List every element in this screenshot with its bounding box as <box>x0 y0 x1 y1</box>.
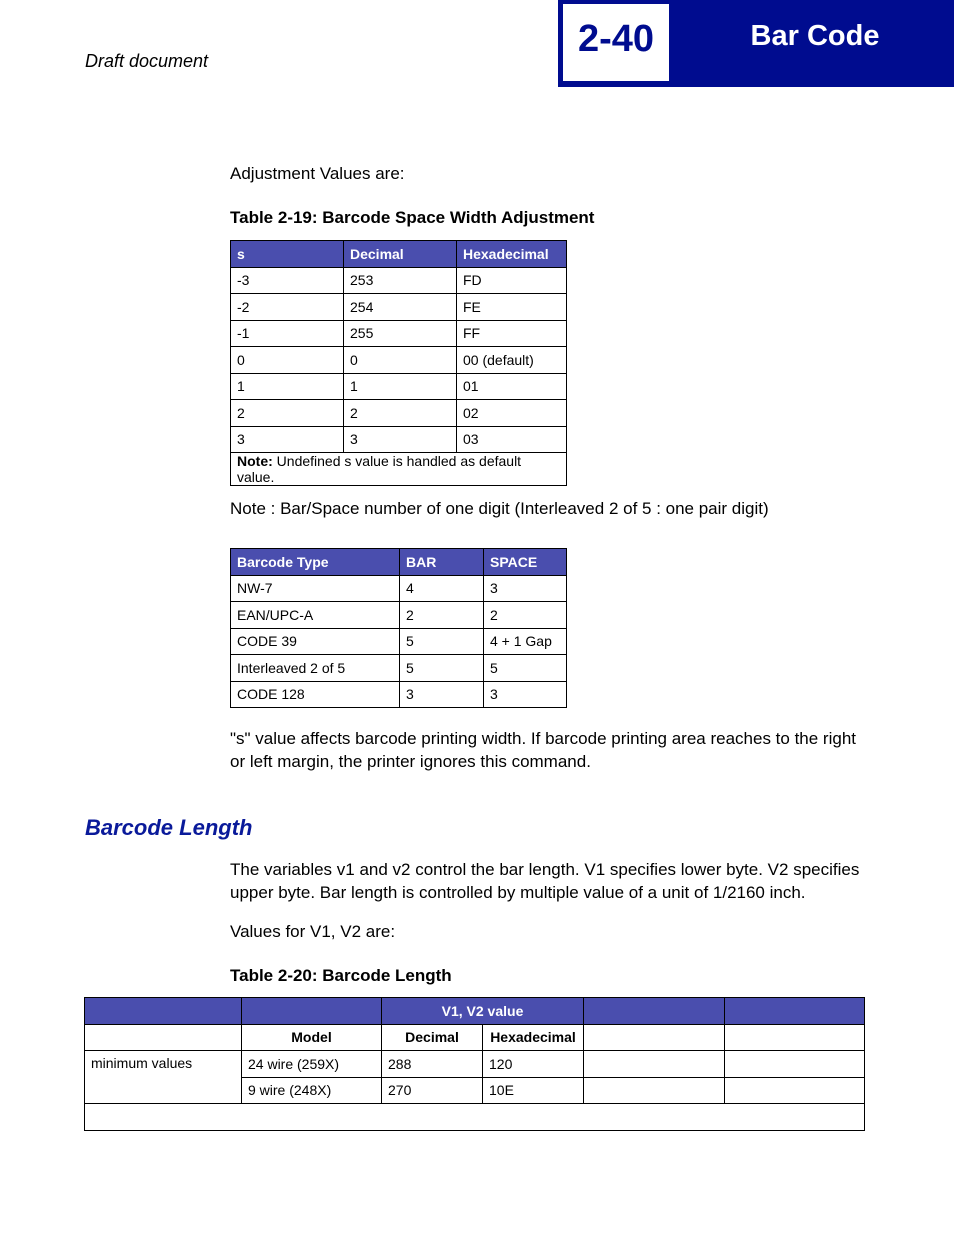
table-cell: 253 <box>344 267 457 294</box>
table-empty-row <box>85 1104 865 1131</box>
barcode-length-table <box>84 997 865 1131</box>
table-cell: 01 <box>457 373 567 400</box>
table-cell: 3 <box>231 426 344 453</box>
table-cell: FF <box>457 320 567 347</box>
table-row <box>85 1051 865 1078</box>
table-header-row <box>85 998 865 1025</box>
table-cell: 120 <box>483 1051 584 1078</box>
table-2-19-caption: Table 2-19: Barcode Space Width Adjustment <box>230 208 595 227</box>
table-cell: 5 <box>484 655 567 682</box>
table-cell: -2 <box>231 294 344 321</box>
group-header: V1, V2 value <box>382 998 584 1025</box>
table-row <box>231 628 567 655</box>
page-number: 2-40 <box>577 18 655 60</box>
table-cell <box>725 1077 865 1104</box>
column-header: s <box>231 241 344 268</box>
table-cell <box>725 1024 865 1051</box>
table-row <box>231 602 567 629</box>
table-subheader-row <box>85 1024 865 1051</box>
sub-header: Model <box>242 1024 382 1051</box>
table-cell: 2 <box>400 602 484 629</box>
column-header: Decimal <box>344 241 457 268</box>
length-text: The variables v1 and v2 control the bar length. V1 specifies lower byte. V2 specifies upper byte. Bar length is controlled by multiple value of a unit of 1/2160 inch. <box>230 860 860 902</box>
table-cell <box>584 1077 725 1104</box>
column-header: Hexadecimal <box>457 241 567 268</box>
values-intro: Values for V1, V2 are: <box>230 922 396 941</box>
table-cell: 1 <box>344 373 457 400</box>
column-header <box>242 998 382 1025</box>
draft-label: Draft document <box>85 51 209 71</box>
table-cell: 4 <box>400 575 484 602</box>
table-row <box>231 681 567 708</box>
sub-header: Decimal <box>382 1024 483 1051</box>
table-cell: 288 <box>382 1051 483 1078</box>
column-header: BAR <box>400 549 484 576</box>
table-cell <box>85 1024 242 1051</box>
space-width-table <box>230 240 567 486</box>
table-header-row <box>231 241 567 268</box>
chapter-title: Bar Code <box>750 20 880 52</box>
table-cell: 2 <box>484 602 567 629</box>
table-cell: 1 <box>231 373 344 400</box>
table-cell: 9 wire (248X) <box>242 1077 382 1104</box>
table-cell <box>85 1104 865 1131</box>
table-cell: 02 <box>457 400 567 427</box>
table-cell: EAN/UPC-A <box>231 602 400 629</box>
table-cell: -3 <box>231 267 344 294</box>
table-cell: NW-7 <box>231 575 400 602</box>
table-cell: FD <box>457 267 567 294</box>
column-header <box>725 998 865 1025</box>
table-row <box>231 320 567 347</box>
note-text: Undefined s value is handled as default value. <box>237 453 522 485</box>
row-label: minimum values <box>85 1051 242 1104</box>
s-value-text: "s" value affects barcode printing width. If barcode printing area reaches to the right or left margin, the printer ignores this command. <box>230 729 857 771</box>
intro-text: Adjustment Values are: <box>230 164 405 183</box>
table-cell: 2 <box>231 400 344 427</box>
table-cell: 255 <box>344 320 457 347</box>
table-cell: 5 <box>400 628 484 655</box>
bar-space-note: Note : Bar/Space number of one digit (Interleaved 2 of 5 : one pair digit) <box>230 499 769 518</box>
table-cell: 24 wire (259X) <box>242 1051 382 1078</box>
table-row <box>231 655 567 682</box>
table-row <box>231 426 567 453</box>
table-cell: 5 <box>400 655 484 682</box>
table-row <box>231 267 567 294</box>
table-row <box>231 347 567 374</box>
table-cell: 03 <box>457 426 567 453</box>
table-cell: CODE 128 <box>231 681 400 708</box>
column-header <box>584 998 725 1025</box>
table-row <box>231 294 567 321</box>
table-note <box>231 453 567 486</box>
table-cell: 3 <box>484 575 567 602</box>
table-row <box>231 400 567 427</box>
note-label: Note: <box>237 453 273 469</box>
table-cell: FE <box>457 294 567 321</box>
column-header <box>85 998 242 1025</box>
table-cell <box>584 1051 725 1078</box>
table-cell: 4 + 1 Gap <box>484 628 567 655</box>
table-cell: -1 <box>231 320 344 347</box>
table-row <box>231 575 567 602</box>
table-cell: Interleaved 2 of 5 <box>231 655 400 682</box>
table-cell: 0 <box>231 347 344 374</box>
table-cell <box>725 1051 865 1078</box>
table-note-row <box>231 453 567 486</box>
table-cell: 10E <box>483 1077 584 1104</box>
table-header-row <box>231 549 567 576</box>
table-cell: 3 <box>484 681 567 708</box>
table-2-20-caption: Table 2-20: Barcode Length <box>230 966 452 985</box>
table-cell: 270 <box>382 1077 483 1104</box>
table-cell: 2 <box>344 400 457 427</box>
column-header: Barcode Type <box>231 549 400 576</box>
column-header: SPACE <box>484 549 567 576</box>
table-cell: 254 <box>344 294 457 321</box>
table-row <box>231 373 567 400</box>
table-cell: CODE 39 <box>231 628 400 655</box>
bar-space-table <box>230 548 567 708</box>
table-cell: 3 <box>344 426 457 453</box>
sub-header: Hexadecimal <box>483 1024 584 1051</box>
section-title: Barcode Length <box>85 815 253 840</box>
table-cell: 0 <box>344 347 457 374</box>
table-cell <box>584 1024 725 1051</box>
table-cell: 3 <box>400 681 484 708</box>
table-cell: 00 (default) <box>457 347 567 374</box>
